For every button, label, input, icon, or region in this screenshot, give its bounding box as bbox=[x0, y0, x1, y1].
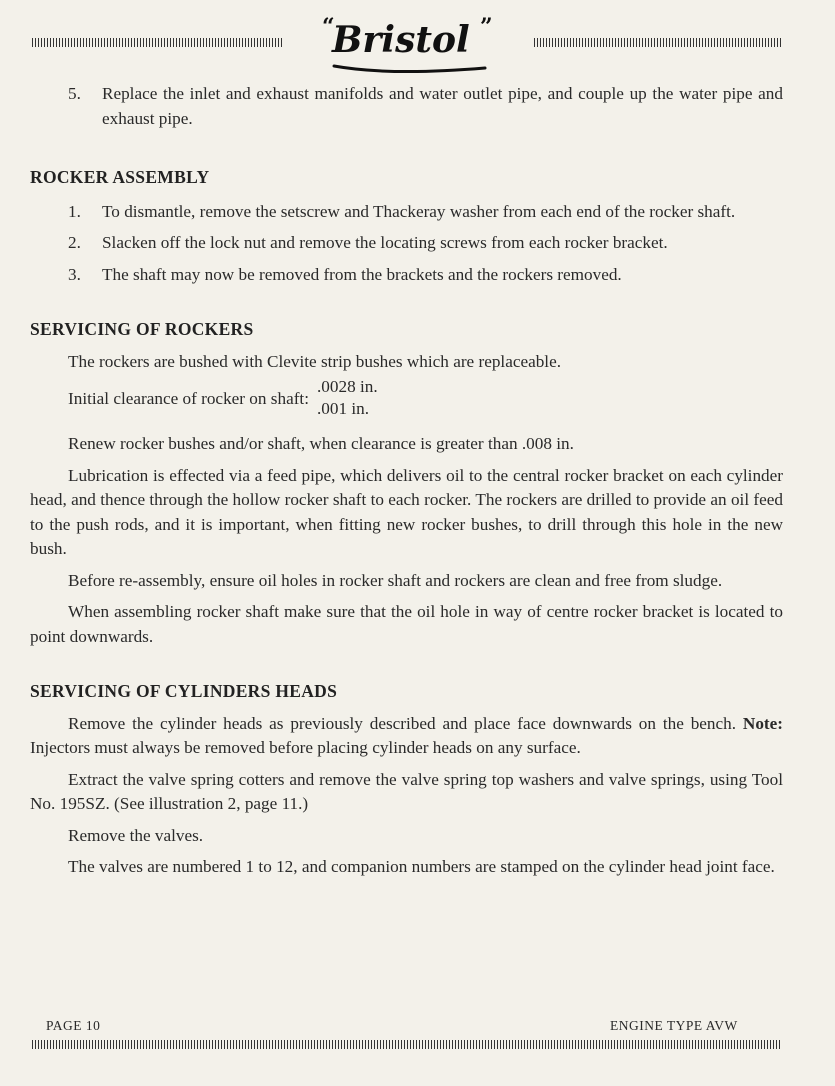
header-rule-left bbox=[32, 38, 282, 47]
paragraph: Lubrication is effected via a feed pipe, which delivers oil to the central rocker bracket on each cylinder head, and thence through the hollow rocker shaft to each rocker. The rockers are drilled to provide an oil feed to the push rods, and it is important, when fitting new rocker bushes, to drill through this hole in the new bush. bbox=[30, 465, 783, 558]
logo-quote-close: ” bbox=[480, 14, 493, 40]
clearance-spec bbox=[30, 376, 783, 422]
clearance-label: Initial clearance of rocker on shaft: bbox=[68, 388, 309, 408]
paragraph: The valves are numbered 1 to 12, and companion numbers are stamped on the cylinder head joint face. bbox=[68, 857, 775, 876]
list-item-text: Replace the inlet and exhaust manifolds and water outlet pipe, and couple up the water pipe and exhaust pipe. bbox=[102, 84, 783, 128]
paragraph: When assembling rocker shaft make sure that the oil hole in way of centre rocker bracket is located to point downwards. bbox=[30, 602, 783, 646]
list-item-text: The shaft may now be removed from the brackets and the rockers removed. bbox=[102, 264, 622, 284]
page-number: PAGE 10 bbox=[46, 1018, 101, 1033]
list-item-number: 1. bbox=[68, 201, 81, 221]
list-item bbox=[30, 82, 783, 131]
section-heading-servicing-heads: SERVICING OF CYLINDERS HEADS bbox=[30, 681, 338, 701]
list-item-number: 5. bbox=[68, 84, 81, 103]
paragraph bbox=[30, 712, 783, 761]
list-item-number: 3. bbox=[68, 264, 81, 284]
paragraph: Remove the valves. bbox=[68, 825, 204, 845]
engine-type-label: ENGINE TYPE AVW bbox=[610, 1018, 738, 1033]
section-heading-rocker-assembly: ROCKER ASSEMBLY bbox=[30, 167, 210, 187]
list-item-text: Slacken off the lock nut and remove the locating screws from each rocker bracket. bbox=[102, 233, 668, 252]
header-rule-right bbox=[534, 38, 782, 47]
list-item bbox=[30, 263, 783, 288]
paragraph: Before re-assembly, ensure oil holes in rocker shaft and rockers are clean and free from sludge. bbox=[68, 570, 723, 590]
list-item-number: 2. bbox=[68, 233, 81, 252]
list-item bbox=[30, 200, 783, 225]
logo-text: Bristol bbox=[332, 19, 470, 61]
paragraph: Extract the valve spring cotters and remove the valve spring top washers and valve springs, using Tool No. 195SZ. (See illustration 2, page 11.) bbox=[30, 769, 783, 813]
paragraph: The rockers are bushed with Clevite strip bushes which are replaceable. bbox=[68, 351, 561, 371]
clearance-min: .001 in. bbox=[316, 399, 370, 418]
paragraph-text: Remove the cylinder heads as previously described and place face downwards on the bench. bbox=[68, 713, 737, 733]
logo-quote-open: “ bbox=[322, 14, 335, 40]
paragraph: Renew rocker bushes and/or shaft, when clearance is greater than .008 in. bbox=[68, 434, 574, 453]
paragraph-text: Injectors must always be removed before placing cylinder heads on any surface. bbox=[30, 738, 581, 757]
list-item-text: To dismantle, remove the setscrew and Thackeray washer from each end of the rocker shaft. bbox=[102, 201, 736, 221]
clearance-max: .0028 in. bbox=[316, 377, 378, 396]
footer-rule bbox=[32, 1040, 782, 1049]
page-body bbox=[30, 80, 783, 880]
note-label: Note: bbox=[742, 713, 783, 733]
section-heading-servicing-rockers: SERVICING OF ROCKERS bbox=[30, 319, 254, 339]
bristol-logo bbox=[322, 12, 495, 72]
logo-swash-icon bbox=[330, 62, 490, 76]
list-item bbox=[30, 231, 783, 256]
